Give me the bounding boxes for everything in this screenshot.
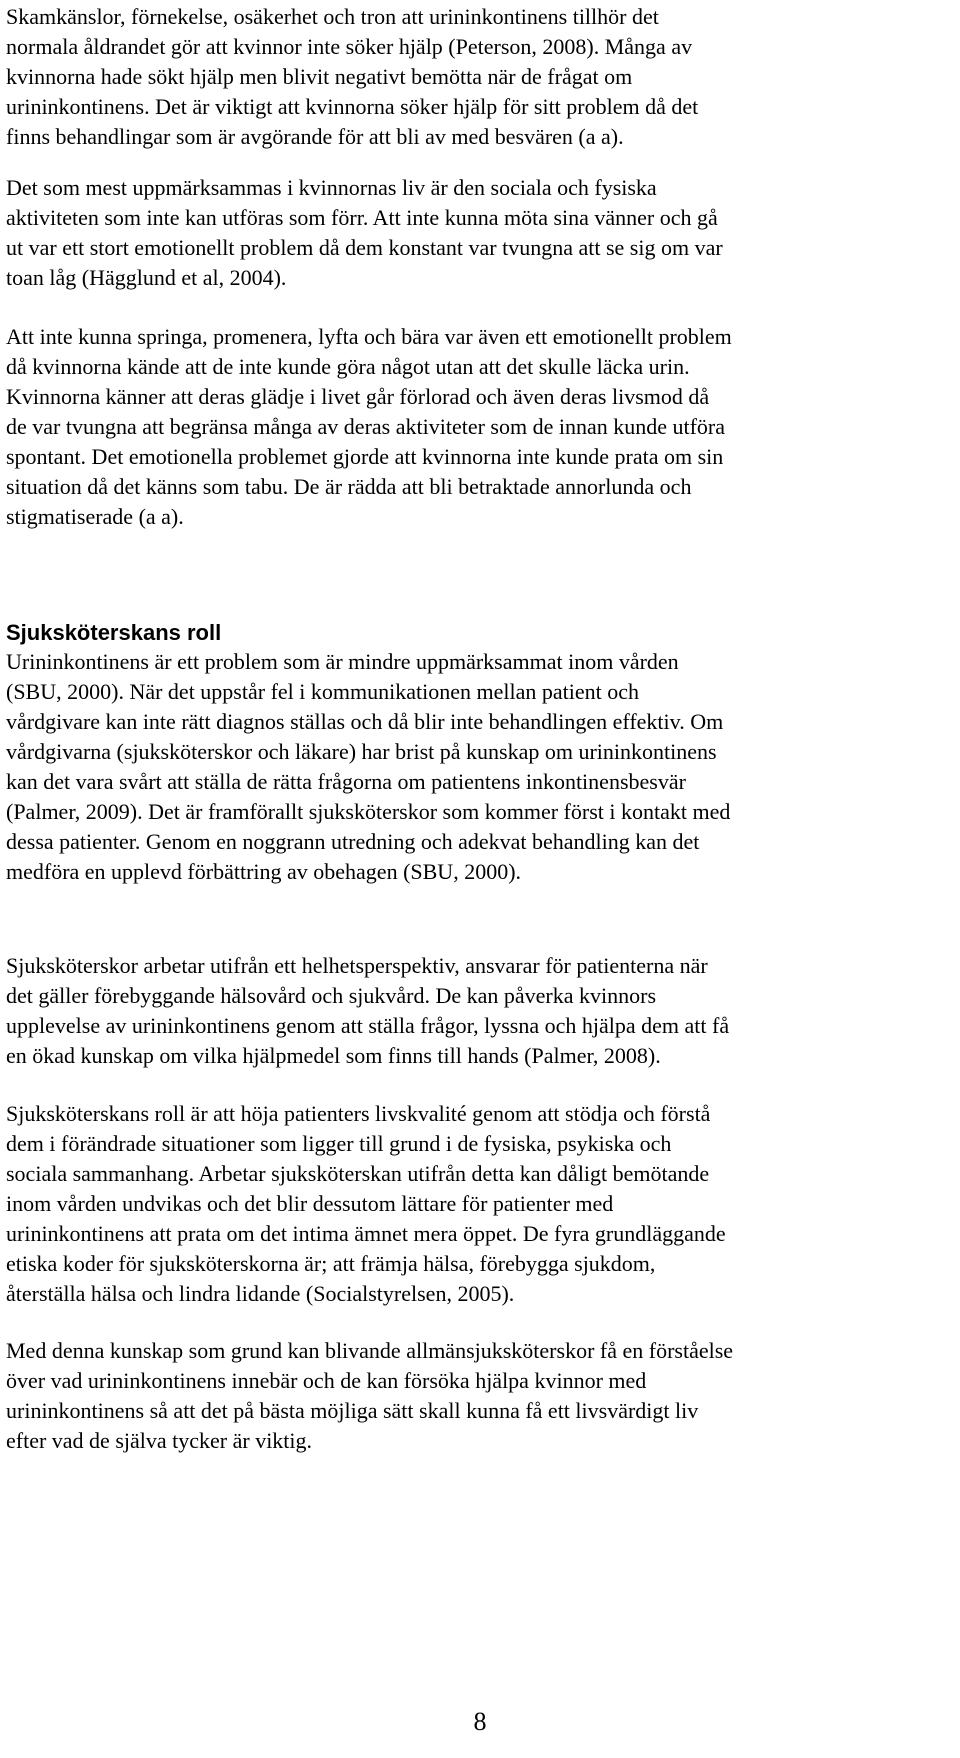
- paragraph: [6, 2, 954, 152]
- text-line: urininkontinens så att det på bästa möjliga sätt skall kunna få ett livsvärdigt liv: [6, 1398, 699, 1423]
- text-line: Sjuksköterskor arbetar utifrån ett helhetsperspektiv, ansvarar för patienterna när: [6, 953, 708, 978]
- text-line: Att inte kunna springa, promenera, lyfta och bära var även ett emotionellt problem: [6, 324, 732, 349]
- text-line: kvinnorna hade sökt hjälp men blivit negativt bemötta när de frågat om: [6, 64, 633, 89]
- text-line: de var tvungna att begränsa många av deras aktiviteter som de innan kunde utföra: [6, 414, 726, 439]
- paragraph: [6, 647, 954, 887]
- text-line: en ökad kunskap om vilka hjälpmedel som finns till hands (Palmer, 2008).: [6, 1043, 661, 1068]
- paragraph: [6, 173, 954, 293]
- text-line: då kvinnorna kände att de inte kunde göra något utan att det skulle läcka urin.: [6, 354, 690, 379]
- paragraph: [6, 951, 954, 1071]
- text-line: dessa patienter. Genom en noggrann utredning och adekvat behandling kan det: [6, 829, 700, 854]
- text-line: dem i förändrade situationer som ligger till grund i de fysiska, psykiska och: [6, 1131, 672, 1156]
- text-line: ut var ett stort emotionellt problem då dem konstant var tvungna att se sig om var: [6, 235, 723, 260]
- text-line: Med denna kunskap som grund kan blivande allmänsjuksköterskor få en förståelse: [6, 1338, 734, 1363]
- text-line: det gäller förebyggande hälsovård och sjukvård. De kan påverka kvinnors: [6, 983, 656, 1008]
- text-line: urininkontinens. Det är viktigt att kvinnorna söker hjälp för sitt problem då det: [6, 94, 699, 119]
- text-line: Kvinnorna känner att deras glädje i livet går förlorad och även deras livsmod då: [6, 384, 710, 409]
- text-line: situation då det känns som tabu. De är rädda att bli betraktade annorlunda och: [6, 474, 692, 499]
- paragraph: [6, 322, 954, 532]
- text-line: kan det vara svårt att ställa de rätta frågorna om patientens inkontinensbesvär: [6, 769, 686, 794]
- text-line: toan låg (Hägglund et al, 2004).: [6, 265, 287, 290]
- text-line: Urininkontinens är ett problem som är mindre uppmärksammat inom vården: [6, 649, 679, 674]
- text-line: sociala sammanhang. Arbetar sjuksköterskan utifrån detta kan dåligt bemötande: [6, 1161, 710, 1186]
- text-line: återställa hälsa och lindra lidande (Socialstyrelsen, 2005).: [6, 1281, 515, 1306]
- text-line: medföra en upplevd förbättring av obehagen (SBU, 2000).: [6, 859, 522, 884]
- page-number: 8: [473, 1707, 487, 1736]
- section-heading: Sjuksköterskans roll: [6, 620, 222, 645]
- text-line: finns behandlingar som är avgörande för att bli av med besvären (a a).: [6, 124, 624, 149]
- text-line: upplevelse av urininkontinens genom att ställa frågor, lyssna och hjälpa dem att få: [6, 1013, 730, 1038]
- text-line: Sjuksköterskans roll är att höja patienters livskvalité genom att stödja och förstå: [6, 1101, 711, 1126]
- text-line: aktiviteten som inte kan utföras som förr. Att inte kunna möta sina vänner och gå: [6, 205, 718, 230]
- text-line: Det som mest uppmärksammas i kvinnornas liv är den sociala och fysiska: [6, 175, 657, 200]
- text-line: efter vad de själva tycker är viktig.: [6, 1428, 313, 1453]
- text-line: vårdgivare kan inte rätt diagnos ställas och då blir inte behandlingen effektiv. Om: [6, 709, 724, 734]
- text-line: stigmatiserade (a a).: [6, 504, 184, 529]
- paragraph: [6, 1099, 954, 1309]
- text-line: normala åldrandet gör att kvinnor inte söker hjälp (Peterson, 2008). Många av: [6, 34, 693, 59]
- text-line: urininkontinens att prata om det intima ämnet mera öppet. De fyra grundläggande: [6, 1221, 726, 1246]
- paragraph: [6, 1336, 954, 1456]
- text-line: Skamkänslor, förnekelse, osäkerhet och tron att urininkontinens tillhör det: [6, 4, 659, 29]
- text-line: över vad urininkontinens innebär och de kan försöka hjälpa kvinnor med: [6, 1368, 647, 1393]
- text-line: (SBU, 2000). När det uppstår fel i kommunikationen mellan patient och: [6, 679, 639, 704]
- text-line: (Palmer, 2009). Det är framförallt sjuksköterskor som kommer först i kontakt med: [6, 799, 731, 824]
- text-line: inom vården undvikas och det blir dessutom lättare för patienter med: [6, 1191, 614, 1216]
- text-line: spontant. Det emotionella problemet gjorde att kvinnorna inte kunde prata om sin: [6, 444, 724, 469]
- document-page: [6, 0, 954, 1758]
- text-line: vårdgivarna (sjuksköterskor och läkare) har brist på kunskap om urininkontinens: [6, 739, 717, 764]
- text-line: etiska koder för sjuksköterskorna är; att främja hälsa, förebygga sjukdom,: [6, 1251, 656, 1276]
